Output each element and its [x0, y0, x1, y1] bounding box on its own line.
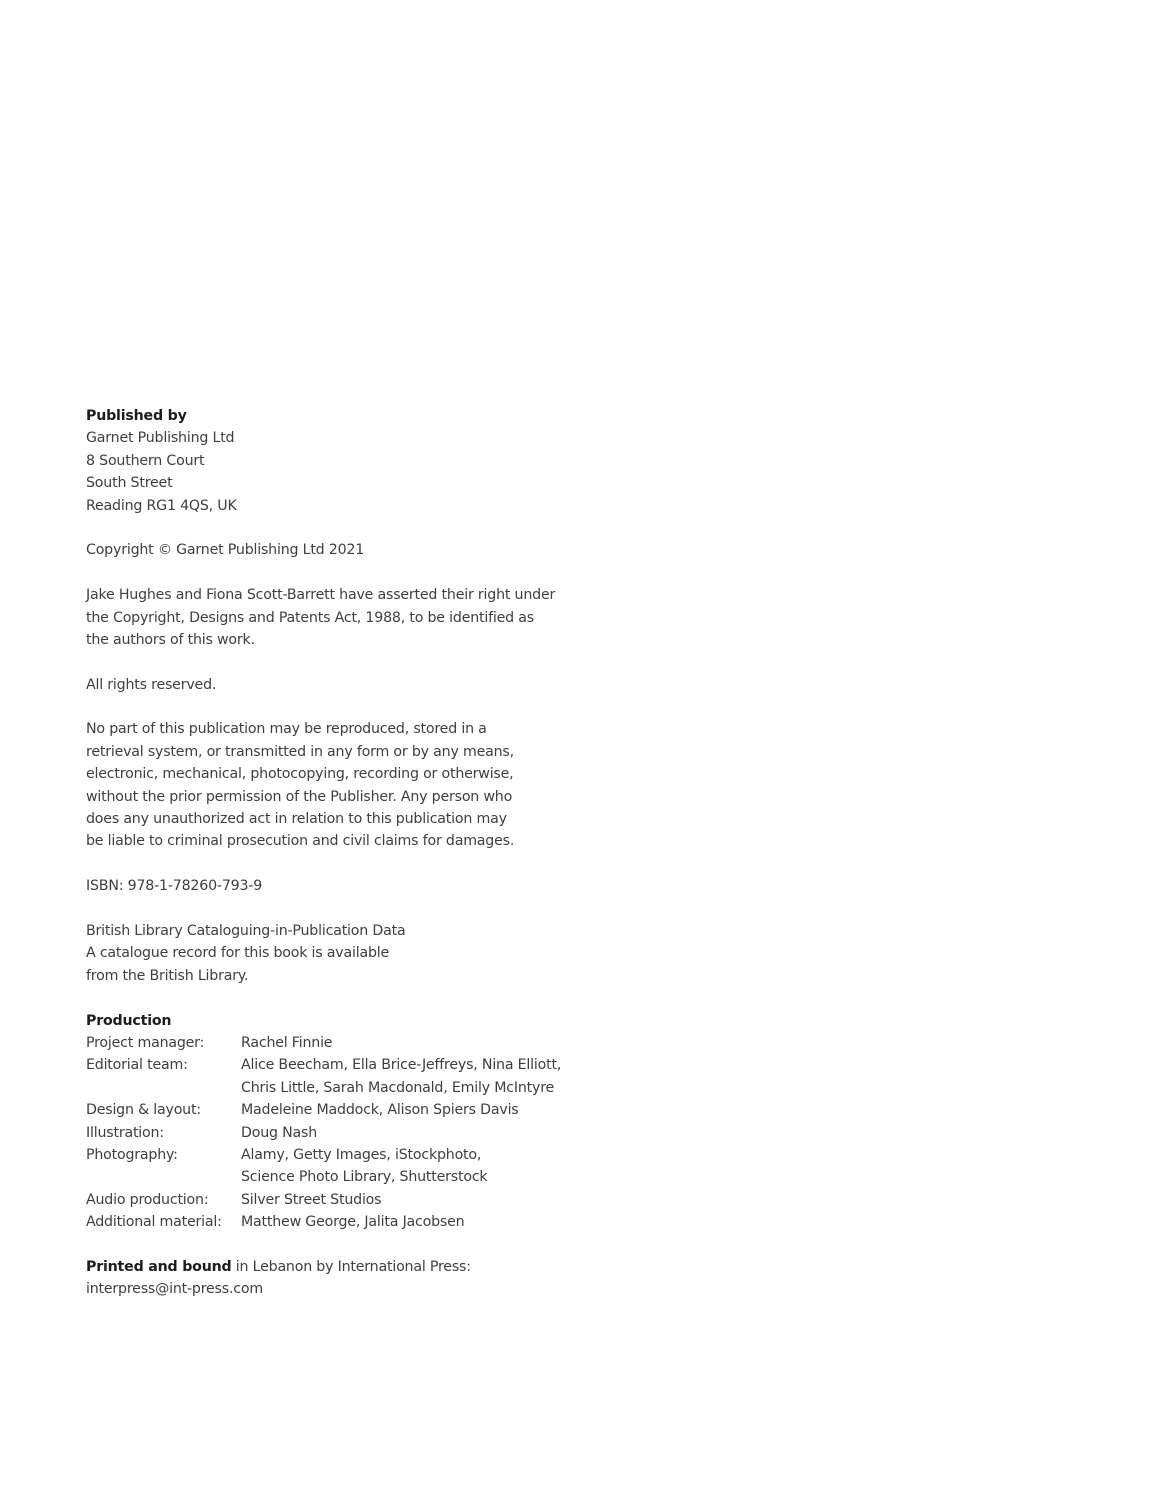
- authors-statement-line: Jake Hughes and Fiona Scott-Barrett have asserted their right under: [86, 587, 556, 604]
- cip-line: British Library Cataloguing-in-Publication Data: [86, 922, 406, 939]
- credit-label: Design & layout:: [86, 1102, 201, 1119]
- printing-rest: in Lebanon by International Press:: [231, 1258, 471, 1275]
- credit-value: Alamy, Getty Images, iStockphoto,: [241, 1146, 482, 1163]
- credit-row-design-layout: [86, 1099, 646, 1121]
- credit-label: Photography:: [86, 1146, 178, 1163]
- printing-statement: [86, 1256, 646, 1278]
- credit-value: Science Photo Library, Shutterstock: [241, 1169, 488, 1186]
- authors-statement-line: the Copyright, Designs and Patents Act, 1988, to be identified as: [86, 609, 534, 626]
- copyright-notice: Copyright © Garnet Publishing Ltd 2021: [86, 542, 365, 559]
- credit-label: Additional material:: [86, 1214, 222, 1231]
- printer-email: interpress@int-press.com: [86, 1281, 263, 1298]
- reproduction-notice-line: retrieval system, or transmitted in any form or by any means,: [86, 743, 514, 760]
- address-line: Reading RG1 4QS, UK: [86, 497, 237, 514]
- imprint-page: [86, 405, 646, 1301]
- credit-value: Rachel Finnie: [241, 1034, 333, 1051]
- reproduction-notice-line: electronic, mechanical, photocopying, recording or otherwise,: [86, 766, 514, 783]
- credit-row-project-manager: [86, 1032, 646, 1054]
- credit-row-photography: [86, 1144, 646, 1189]
- production-heading: Production: [86, 1012, 172, 1029]
- credit-value: Matthew George, Jalita Jacobsen: [241, 1214, 465, 1231]
- credit-row-audio-production: [86, 1189, 646, 1211]
- published-by-heading: Published by: [86, 408, 187, 424]
- publisher-name: Garnet Publishing Ltd: [86, 430, 235, 447]
- credit-row-editorial-team: [86, 1054, 646, 1099]
- credit-label: Project manager:: [86, 1034, 205, 1051]
- credit-value: Doug Nash: [241, 1124, 318, 1141]
- printing-bold: Printed and bound: [86, 1258, 232, 1275]
- credit-value: Chris Little, Sarah Macdonald, Emily McIntyre: [241, 1079, 555, 1096]
- reproduction-notice-line: be liable to criminal prosecution and civil claims for damages.: [86, 833, 515, 850]
- cip-line: A catalogue record for this book is available: [86, 945, 390, 962]
- credit-value: Silver Street Studios: [241, 1191, 382, 1208]
- rights-reserved: All rights reserved.: [86, 676, 217, 693]
- reproduction-notice-line: without the prior permission of the Publisher. Any person who: [86, 788, 513, 805]
- credit-value: Madeleine Maddock, Alison Spiers Davis: [241, 1102, 519, 1119]
- reproduction-notice-line: No part of this publication may be reproduced, stored in a: [86, 721, 487, 738]
- credit-label: Editorial team:: [86, 1057, 188, 1074]
- credit-value: Alice Beecham, Ella Brice-Jeffreys, Nina Elliott,: [241, 1057, 562, 1074]
- credit-label: Illustration:: [86, 1124, 164, 1141]
- isbn: ISBN: 978-1-78260-793-9: [86, 878, 263, 895]
- authors-statement-line: the authors of this work.: [86, 631, 255, 648]
- address-line: 8 Southern Court: [86, 452, 205, 469]
- credit-row-additional-material: [86, 1211, 646, 1233]
- address-line: South Street: [86, 475, 173, 492]
- credit-row-illustration: [86, 1122, 646, 1144]
- credit-label: Audio production:: [86, 1191, 209, 1208]
- cip-line: from the British Library.: [86, 967, 249, 984]
- reproduction-notice-line: does any unauthorized act in relation to this publication may: [86, 811, 507, 828]
